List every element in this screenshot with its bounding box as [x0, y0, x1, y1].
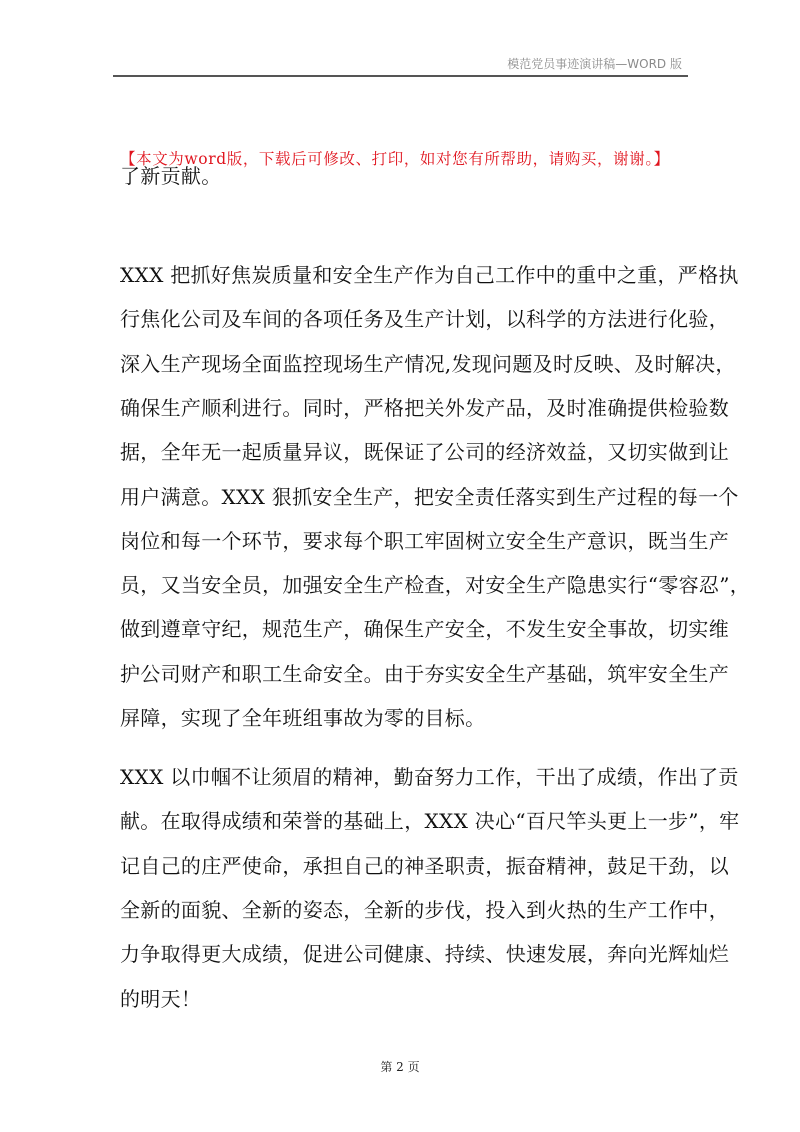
- header-rule: [113, 75, 688, 77]
- paragraph-line: 力争取得更大成绩，促进公司健康、持续、快速发展，奔向光辉灿烂: [120, 942, 729, 967]
- paragraph-line: XXX 以巾帼不让须眉的精神，勤奋努力工作，干出了成绩，作出了贡: [120, 765, 739, 789]
- paragraph-line: XXX 把抓好焦炭质量和安全生产作为自己工作中的重中之重，严格执: [120, 263, 739, 287]
- paragraph-line: 员，又当安全员，加强安全生产检查，对安全生产隐患实行“零容忍”，: [120, 573, 751, 598]
- paragraph-line: 的明天！: [120, 986, 202, 1011]
- paragraph-line: 献。在取得成绩和荣誉的基础上，XXX 决心“百尺竿头更上一步”，牢: [120, 809, 740, 834]
- paragraph-line: 行焦化公司及车间的各项任务及生产计划，以科学的方法进行化验，: [120, 307, 729, 332]
- purchase-notice: 【本文为word版，下载后可修改、打印，如对您有所帮助，请购买，谢谢。】: [120, 150, 670, 168]
- paragraph-line: 据，全年无一起质量异议，既保证了公司的经济效益，又切实做到让: [120, 440, 729, 465]
- running-header: 模范党员事迹演讲稿—WORD 版: [507, 57, 682, 71]
- paragraph-line: 护公司财产和职工生命安全。由于夯实安全生产基础，筑牢安全生产: [120, 661, 729, 686]
- paragraph-line: 深入生产现场全面监控现场生产情况,发现问题及时反映、及时解决，: [120, 351, 736, 376]
- page-number: 第 2 页: [380, 1060, 420, 1074]
- paragraph-line: 做到遵章守纪，规范生产，确保生产安全，不发生安全事故，切实维: [120, 617, 729, 642]
- paragraph-line: 屏障，实现了全年班组事故为零的目标。: [120, 706, 486, 730]
- paragraph-line: 全新的面貌、全新的姿态，全新的步伐，投入到火热的生产工作中，: [120, 897, 729, 922]
- paragraph-line: 确保生产顺利进行。同时，严格把关外发产品，及时准确提供检验数: [120, 395, 729, 420]
- intro-line: 了新贡献。: [120, 164, 222, 188]
- paragraph-line: 用户满意。XXX 狠抓安全生产，把安全责任落实到生产过程的每一个: [120, 484, 739, 509]
- paragraph-line: 岗位和每一个环节，要求每个职工牢固树立安全生产意识，既当生产: [120, 528, 729, 553]
- paragraph-line: 记自己的庄严使命，承担自己的神圣职责，振奋精神，鼓足干劲，以: [120, 853, 729, 878]
